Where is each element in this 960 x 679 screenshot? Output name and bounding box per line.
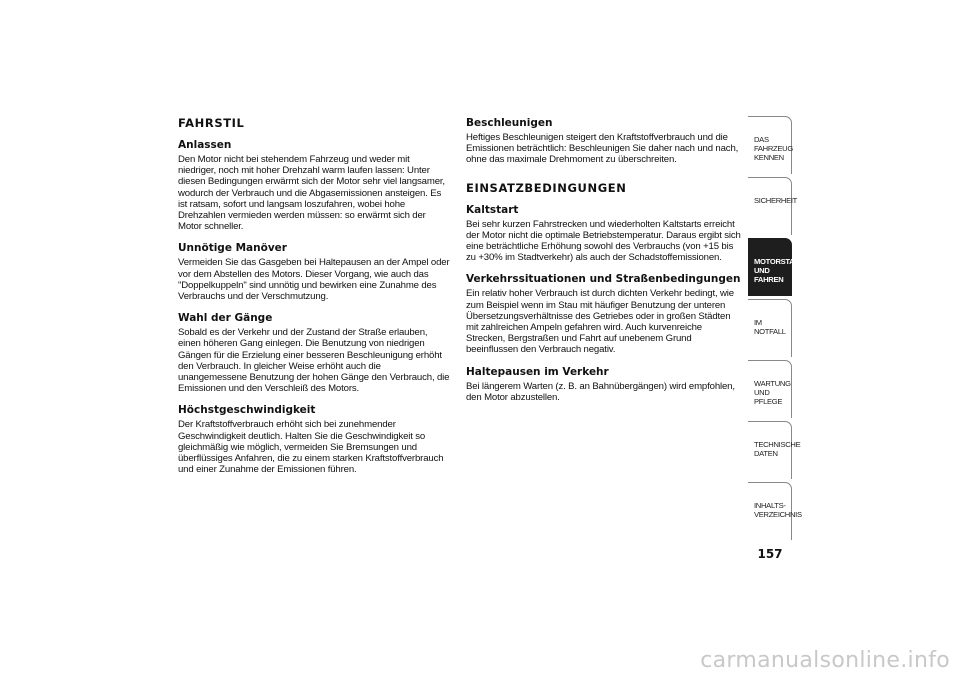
tab-wartung-und-pflege[interactable] xyxy=(748,360,792,418)
tab-technische-daten[interactable] xyxy=(748,421,801,479)
tab-im-notfall[interactable] xyxy=(748,299,792,357)
tab-label: WARTUNG UND PFLEGE xyxy=(754,379,791,406)
tab-label: IM NOTFALL xyxy=(754,318,786,336)
tab-label: TECHNISCHE DATEN xyxy=(754,440,801,458)
heading-kaltstart: Kaltstart xyxy=(466,203,519,216)
tab-label: INHALTS-VERZEICHNIS xyxy=(754,501,802,519)
section-title-einsatzbedingungen: EINSATZBEDINGUNGEN xyxy=(466,180,627,195)
paragraph-unnoetige-manoever: Vermeiden Sie das Gasgeben bei Haltepausen an der Ampel oder vor dem Abstellen des Motors. Dieser Vorgang, wie auch das "Doppelkuppeln" sind unnötig und bewirken eine Zunahme des Verbrauchs und der Verschmutzung. xyxy=(178,257,450,303)
heading-unnoetige-manoever: Unnötige Manöver xyxy=(178,242,287,255)
tab-label: MOTORSTART UND FAHREN xyxy=(754,257,804,284)
section-title-fahrstil: FAHRSTIL xyxy=(178,116,245,130)
page-number: 157 xyxy=(757,547,783,561)
heading-beschleunigen: Beschleunigen xyxy=(466,117,553,129)
left-column xyxy=(178,116,450,484)
paragraph-hoechstgeschwindigkeit: Der Kraftstoffverbrauch erhöht sich bei zunehmender Geschwindigkeit deutlich. Halten Sie die Geschwindigkeit so gleichmäßig wie möglich, vermeiden Sie Bremsungen und überflüssiges Anfahren, die zu einem starken Kraftstoffverbrauch und einer Zunahme der Emissionen führen. xyxy=(178,419,444,476)
paragraph-verkehrssituationen: Ein relativ hoher Verbrauch ist durch dichten Verkehr bedingt, wie zum Beispiel wenn im Stau mit häufiger Benutzung der unteren Übersetzungsverhältnisse des Getriebes oder in großen Städten mit zahlreichen Ampeln gefahren wird. Auch kurvenreiche Strecken, Bergstraßen und Fahrt auf unebenem Grund beeinflussen den Verbrauch negativ. xyxy=(466,288,734,356)
paragraph-wahl-der-gaenge: Sobald es der Verkehr und der Zustand der Straße erlauben, einen höheren Gang einlegen. Die Benutzung von niedrigen Gängen für die Erzielung einer besseren Beschleunigung erhöht den Verbrauch. In gleicher Weise erhöht auch die unangemessene Benutzung der hohen Gänge den Verbrauch, die Emissionen und den Verschleiß des Motors. xyxy=(178,327,450,395)
heading-haltepausen: Haltepausen im Verkehr xyxy=(466,365,609,378)
heading-hoechstgeschwindigkeit: Höchstgeschwindigkeit xyxy=(178,404,316,417)
paragraph-anlassen: Den Motor nicht bei stehendem Fahrzeug und weder mit niedriger, noch mit hoher Drehzahl warm laufen lassen: Unter diesen Bedingungen erwärmt sich der Motor sehr viel langsamer, wodurch der Verbrauch und die Abgasemissionen ansteigen. Es ist ratsam, sofort und langsam loszufahren, wobei hohe Drehzahlen vermieden werden müssen: so erwärmt sich der Motor schneller. xyxy=(178,154,445,233)
right-column xyxy=(466,116,742,412)
heading-wahl-der-gaenge: Wahl der Gänge xyxy=(178,312,273,325)
tab-sicherheit[interactable] xyxy=(748,177,797,235)
heading-verkehrssituationen: Verkehrssituationen und Straßenbedingungen xyxy=(466,273,741,286)
tab-label: SICHERHEIT xyxy=(754,196,797,205)
heading-anlassen: Anlassen xyxy=(178,139,232,151)
paragraph-kaltstart: Bei sehr kurzen Fahrstrecken und wiederholten Kaltstarts erreicht der Motor nicht die optimale Betriebstemperatur. Daraus ergibt sich eine beträchtliche Erhöhung sowohl des Verbrauchs (von +15 bis zu +30% im Stadtverkehr) als auch der Schadstoffemissionen. xyxy=(466,218,741,264)
watermark: carmanualsonline.info xyxy=(700,648,950,673)
chapter-tabs xyxy=(748,116,804,543)
tab-motorstart-und-fahren[interactable] xyxy=(748,238,804,296)
paragraph-beschleunigen: Heftiges Beschleunigen steigert den Kraftstoffverbrauch und die Emissionen beträchtlich: Beschleunigen Sie daher nach und nach, ohne das maximale Drehmoment zu überschreiten. xyxy=(466,132,739,166)
tab-inhaltsverzeichnis[interactable] xyxy=(748,482,802,540)
paragraph-haltepausen: Bei längerem Warten (z. B. an Bahnübergängen) wird empfohlen, den Motor abzustellen. xyxy=(466,380,735,403)
tab-label: DAS FAHRZEUG KENNEN xyxy=(754,135,793,162)
tab-das-fahrzeug-kennen[interactable] xyxy=(748,116,792,174)
